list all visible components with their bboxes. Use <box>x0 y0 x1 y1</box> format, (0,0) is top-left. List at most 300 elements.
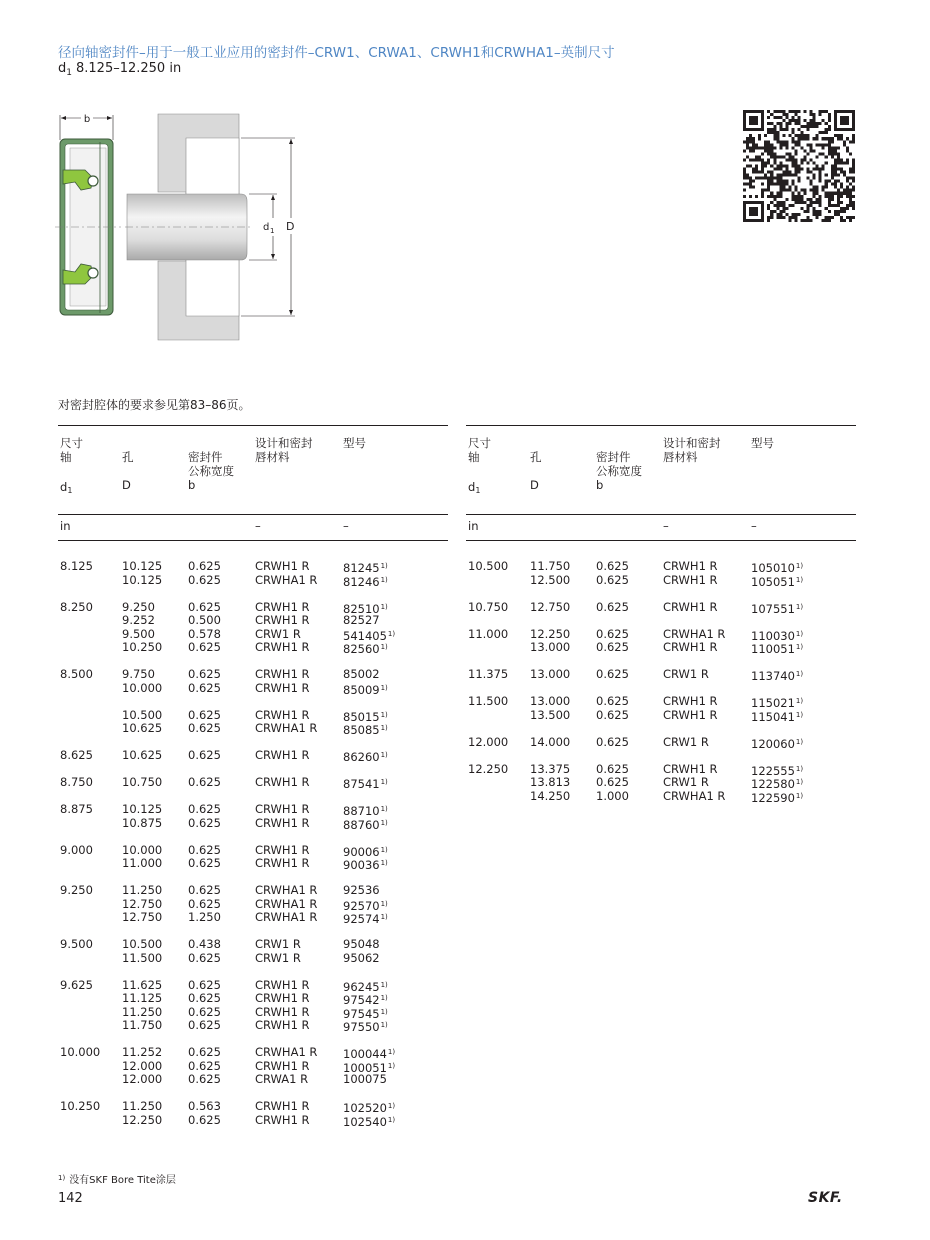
cell-d: 11.250 <box>122 1004 163 1019</box>
header-design-2: 唇材料 <box>663 450 698 464</box>
table-row <box>466 695 856 709</box>
table-group <box>58 1100 448 1127</box>
cell-shaft-diameter: 12.250 <box>468 761 509 776</box>
cell-d: 9.250 <box>122 599 155 614</box>
table-group <box>58 709 448 736</box>
cell-b: 0.625 <box>188 1112 221 1127</box>
cell-design: CRWH1 R <box>255 640 310 654</box>
table-group <box>58 668 448 695</box>
table-row <box>466 574 856 588</box>
cell-design: CRW1 R <box>255 950 301 965</box>
footnote-ref: 1) <box>380 994 388 1002</box>
cell-designation: 120060$^{1)}$ <box>751 736 804 751</box>
table-row <box>58 952 448 966</box>
cell-designation: 85002 <box>343 667 380 681</box>
cell-designation: 90006$^{1)}$ <box>343 844 388 859</box>
cell-designation: 122590$^{1)}$ <box>751 790 804 805</box>
cell-designation: 95062 <box>343 950 380 965</box>
cell-designation: 85009$^{1)}$ <box>343 682 388 697</box>
cell-designation: 82527 <box>343 613 380 627</box>
footnote-ref: 1) <box>380 805 388 813</box>
cell-design: CRWH1 R <box>255 1004 310 1019</box>
table-group <box>58 844 448 871</box>
cell-design: CRWH1 R <box>255 1058 310 1073</box>
cell-design: CRWH1 R <box>255 856 310 870</box>
cell-b: 0.625 <box>596 640 629 654</box>
cell-design: CRWH1 R <box>255 748 310 762</box>
label-d1-sub: 1 <box>270 227 275 235</box>
cell-design: CRWHA1 R <box>255 896 318 911</box>
cell-designation: 100044$^{1)}$ <box>343 1047 396 1061</box>
footnote-ref: 1) <box>795 764 804 773</box>
cell-b: 0.625 <box>188 896 221 911</box>
qr-code[interactable] <box>743 110 855 222</box>
footnote-ref: 1) <box>380 1007 388 1016</box>
cell-designation: 110051$^{1)}$ <box>751 642 804 656</box>
cell-design: CRWH1 R <box>255 1018 310 1032</box>
unit-dash-designation: – <box>343 519 349 533</box>
cell-b: 1.000 <box>596 788 629 803</box>
header-design-1: 设计和密封 <box>663 436 721 450</box>
subtitle-range: 8.125–12.250 in <box>76 61 182 76</box>
cell-d: 11.625 <box>122 977 163 992</box>
table-row <box>58 574 448 588</box>
cell-b: 0.625 <box>596 694 629 708</box>
cell-designation: 100051$^{1)}$ <box>343 1060 396 1075</box>
footnote-ref: 1) <box>795 643 804 651</box>
footnote-ref: 1) <box>795 778 804 786</box>
cell-designation: 122555$^{1)}$ <box>751 763 804 778</box>
cell-d: 12.000 <box>122 1058 163 1073</box>
table-body-right <box>466 560 856 817</box>
unit-dash-design: – <box>663 519 669 533</box>
header-b: b <box>596 478 604 492</box>
footnote-ref: 1) <box>795 670 804 678</box>
cell-designation: 86260$^{1)}$ <box>343 750 388 764</box>
footnote-ref: 1) <box>387 1115 396 1124</box>
cell-design: CRWH1 R <box>255 991 310 1005</box>
cell-design: CRWH1 R <box>663 559 718 573</box>
cell-designation: 105010$^{1)}$ <box>751 561 804 575</box>
table-group <box>466 763 856 804</box>
cell-b: 0.625 <box>188 599 221 614</box>
cell-d: 10.125 <box>122 802 163 816</box>
table-group <box>58 560 448 587</box>
cell-b: 0.625 <box>188 775 221 789</box>
cell-b: 0.625 <box>188 1045 221 1059</box>
cell-b: 0.578 <box>188 626 221 641</box>
unit-in: in <box>60 519 71 533</box>
cell-design: CRW1 R <box>663 734 709 749</box>
cell-design: CRWH1 R <box>663 707 718 722</box>
cell-b: 0.625 <box>596 572 629 587</box>
table-group <box>466 668 856 682</box>
cell-b: 0.625 <box>188 950 221 965</box>
cell-d: 10.000 <box>122 680 163 695</box>
cell-designation: 96245$^{1)}$ <box>343 979 388 994</box>
cell-b: 0.625 <box>188 559 221 573</box>
cell-designation: 90036$^{1)}$ <box>343 858 388 872</box>
table-row <box>58 1046 448 1060</box>
table-row <box>58 844 448 858</box>
cell-shaft-diameter: 11.000 <box>468 626 509 641</box>
cell-design: CRWHA1 R <box>255 883 318 897</box>
cell-design: CRWH1 R <box>255 842 310 857</box>
cell-shaft-diameter: 11.500 <box>468 694 509 708</box>
cell-design: CRWHA1 R <box>663 788 726 803</box>
table-row <box>466 776 856 790</box>
header-b: b <box>188 478 196 492</box>
cell-design: CRWH1 R <box>255 599 310 614</box>
table-group <box>58 803 448 830</box>
cell-d: 10.625 <box>122 721 163 735</box>
cell-d: 11.750 <box>530 559 571 573</box>
table-group <box>58 884 448 925</box>
header-width-1: 密封件 <box>188 450 223 464</box>
seal-drawing <box>55 108 305 344</box>
cell-designation: 88760$^{1)}$ <box>343 817 388 832</box>
footnote-ref: 1) <box>380 643 388 651</box>
cell-design: CRWH1 R <box>255 977 310 992</box>
table-row <box>58 1073 448 1087</box>
header-d1: $d_1$ <box>60 480 73 495</box>
table-row <box>58 601 448 615</box>
cell-shaft-diameter: 8.250 <box>60 599 93 614</box>
cell-b: 0.625 <box>188 667 221 681</box>
cell-design: CRWA1 R <box>255 1072 309 1086</box>
table-group <box>58 776 448 790</box>
cell-b: 0.625 <box>188 802 221 816</box>
unit-in: in <box>468 519 479 533</box>
cell-b: 0.625 <box>596 559 629 573</box>
cell-d: 10.500 <box>122 707 163 722</box>
table-row <box>58 992 448 1006</box>
cell-designation: 107551$^{1)}$ <box>751 601 804 616</box>
label-b: b <box>83 114 91 125</box>
cell-design: CRW1 R <box>663 775 709 789</box>
page-subtitle <box>58 61 181 78</box>
table-row <box>58 709 448 723</box>
cell-designation: 541405$^{1)}$ <box>343 628 396 643</box>
header-size: 尺寸 <box>60 436 83 450</box>
table-row <box>466 560 856 574</box>
footnote-ref: 1) <box>795 629 804 638</box>
cell-design: CRWH1 R <box>663 640 718 654</box>
cell-b: 0.625 <box>188 815 221 830</box>
table-row <box>58 911 448 925</box>
cell-d: 10.750 <box>122 775 163 789</box>
cell-d: 10.125 <box>122 572 163 587</box>
table-row <box>58 1060 448 1074</box>
footnote-ref: 1) <box>380 980 388 989</box>
cell-b: 0.625 <box>188 1058 221 1073</box>
table-row <box>58 857 448 871</box>
cell-designation: 95048 <box>343 937 380 951</box>
cell-design: CRWH1 R <box>255 1112 310 1127</box>
table-group <box>466 601 856 615</box>
header-d1: $d_1$ <box>468 480 481 495</box>
cell-d: 13.000 <box>530 667 571 681</box>
table-row <box>58 668 448 682</box>
cell-b: 0.625 <box>188 842 221 857</box>
cell-shaft-diameter: 12.000 <box>468 734 509 749</box>
cell-design: CRWH1 R <box>255 775 310 789</box>
cell-d: 13.375 <box>530 761 571 776</box>
cell-d: 11.125 <box>122 991 163 1005</box>
footnote-ref: 1) <box>380 859 388 867</box>
footnote-ref: 1) <box>380 899 388 908</box>
table-row <box>466 763 856 777</box>
cell-design: CRWH1 R <box>663 599 718 614</box>
cell-d: 12.250 <box>122 1112 163 1127</box>
header-D: D <box>122 478 131 492</box>
cell-b: 0.625 <box>188 721 221 735</box>
cell-shaft-diameter: 10.500 <box>468 559 509 573</box>
cell-d: 10.500 <box>122 937 163 951</box>
cell-b: 0.625 <box>188 856 221 870</box>
cell-b: 0.625 <box>188 1004 221 1019</box>
cell-designation: 122580$^{1)}$ <box>751 777 804 791</box>
cell-b: 0.625 <box>596 775 629 789</box>
cell-b: 0.625 <box>596 667 629 681</box>
cell-design: CRWHA1 R <box>255 572 318 587</box>
table-group <box>58 979 448 1033</box>
footnote-ref: 1) <box>795 575 804 584</box>
cell-design: CRWHA1 R <box>663 626 726 641</box>
cell-shaft-diameter: 10.750 <box>468 599 509 614</box>
header-width-2: 公称宽度 <box>188 464 234 478</box>
cell-b: 0.625 <box>188 977 221 992</box>
cell-b: 0.625 <box>188 707 221 722</box>
cell-d: 13.000 <box>530 640 571 654</box>
cell-designation: 88710$^{1)}$ <box>343 804 388 818</box>
cell-d: 11.250 <box>122 1099 163 1113</box>
subtitle-sub: 1 <box>66 68 72 78</box>
cell-b: 0.625 <box>188 1072 221 1086</box>
footnote-ref: 1) <box>380 778 388 786</box>
cell-design: CRWHA1 R <box>255 721 318 735</box>
cell-d: 13.500 <box>530 707 571 722</box>
header-shaft: 轴 <box>468 450 480 464</box>
table-row <box>58 979 448 993</box>
cell-d: 12.250 <box>530 626 571 641</box>
header-bore: 孔 <box>530 450 542 464</box>
table-row <box>58 776 448 790</box>
cell-d: 9.252 <box>122 613 155 627</box>
page-number: 142 <box>58 1191 83 1206</box>
cell-shaft-diameter: 11.375 <box>468 667 509 681</box>
header-width-1: 密封件 <box>596 450 631 464</box>
footnote-ref: 1) <box>795 710 804 719</box>
cell-design: CRWHA1 R <box>255 910 318 924</box>
footnote-ref: 1) <box>387 1061 396 1070</box>
cell-b: 0.625 <box>596 734 629 749</box>
table-row <box>58 749 448 763</box>
cell-design: CRWH1 R <box>663 694 718 708</box>
footnote-text: 没有SKF Bore Tite涂层 <box>69 1175 176 1186</box>
cell-design: CRW1 R <box>663 667 709 681</box>
cell-designation: 92536 <box>343 883 380 897</box>
footnote-ref: 1) <box>387 629 396 638</box>
cell-design: CRWH1 R <box>255 802 310 816</box>
cell-design: CRW1 R <box>255 937 301 951</box>
table-group <box>58 1046 448 1087</box>
footnote-ref: 1) <box>380 710 388 719</box>
header-shaft: 轴 <box>60 450 72 464</box>
cell-d: 10.625 <box>122 748 163 762</box>
table-row <box>466 790 856 804</box>
table-row <box>58 1019 448 1033</box>
cell-designation: 92570$^{1)}$ <box>343 898 388 913</box>
table-row <box>58 803 448 817</box>
table-row <box>58 682 448 696</box>
unit-dash-design: – <box>255 519 261 533</box>
cell-designation: 102540$^{1)}$ <box>343 1114 396 1129</box>
cell-d: 14.250 <box>530 788 571 803</box>
cell-designation: 110030$^{1)}$ <box>751 628 804 643</box>
cell-d: 11.000 <box>122 856 163 870</box>
cell-designation: 97545$^{1)}$ <box>343 1006 388 1021</box>
header-D: D <box>530 478 539 492</box>
cell-designation: 87541$^{1)}$ <box>343 777 388 791</box>
cell-b: 0.625 <box>596 761 629 776</box>
cell-designation: 81245$^{1)}$ <box>343 561 388 575</box>
table-row <box>466 668 856 682</box>
table-group <box>466 560 856 587</box>
cell-designation: 115041$^{1)}$ <box>751 709 804 724</box>
cell-b: 0.625 <box>188 1018 221 1032</box>
footnote-ref: 1) <box>795 562 804 570</box>
footnote-mark: 1) <box>58 1174 66 1182</box>
cell-design: CRW1 R <box>255 626 301 641</box>
footnote-ref: 1) <box>380 724 388 732</box>
table-row <box>466 709 856 723</box>
footnote-ref: 1) <box>387 1102 396 1110</box>
cell-d: 12.000 <box>122 1072 163 1086</box>
cell-shaft-diameter: 8.750 <box>60 775 93 789</box>
table-row <box>58 817 448 831</box>
cell-shaft-diameter: 8.875 <box>60 802 93 816</box>
cell-d: 12.750 <box>530 599 571 614</box>
table-group <box>58 601 448 655</box>
cell-d: 10.875 <box>122 815 163 830</box>
cell-designation: 97542$^{1)}$ <box>343 993 388 1007</box>
cell-shaft-diameter: 10.000 <box>60 1045 101 1059</box>
cell-b: 0.625 <box>188 991 221 1005</box>
header-size: 尺寸 <box>468 436 491 450</box>
cell-d: 13.000 <box>530 694 571 708</box>
cell-d: 10.125 <box>122 559 163 573</box>
footnote-ref: 1) <box>380 1021 388 1029</box>
skf-logo: SKF. <box>808 1190 843 1206</box>
table-row <box>466 601 856 615</box>
cell-d: 12.750 <box>122 896 163 911</box>
cell-d: 13.813 <box>530 775 571 789</box>
footnote-ref: 1) <box>795 737 804 746</box>
label-D: D <box>286 220 295 233</box>
footnote-ref: 1) <box>380 575 388 584</box>
table-row <box>58 560 448 574</box>
cell-designation: 113740$^{1)}$ <box>751 669 804 683</box>
header-design-2: 唇材料 <box>255 450 290 464</box>
header-design-1: 设计和密封 <box>255 436 313 450</box>
table-row <box>466 641 856 655</box>
cell-b: 1.250 <box>188 910 221 924</box>
cell-design: CRWH1 R <box>255 559 310 573</box>
cell-d: 9.750 <box>122 667 155 681</box>
cell-shaft-diameter: 8.125 <box>60 559 93 573</box>
cell-d: 11.750 <box>122 1018 163 1032</box>
cell-design: CRWH1 R <box>255 815 310 830</box>
cell-shaft-diameter: 9.000 <box>60 842 93 857</box>
cell-d: 10.000 <box>122 842 163 857</box>
cell-shaft-diameter: 9.625 <box>60 977 93 992</box>
table-row <box>58 898 448 912</box>
table-group <box>466 628 856 655</box>
header-designation: 型号 <box>751 436 774 450</box>
cell-designation: 85015$^{1)}$ <box>343 709 388 724</box>
footnote-ref: 1) <box>380 913 388 921</box>
table-group <box>58 938 448 965</box>
cell-b: 0.625 <box>596 707 629 722</box>
cell-designation: 82560$^{1)}$ <box>343 642 388 656</box>
table-row <box>58 1006 448 1020</box>
cell-b: 0.563 <box>188 1099 221 1113</box>
cell-d: 12.500 <box>530 572 571 587</box>
table-row <box>58 938 448 952</box>
footnote-ref: 1) <box>380 845 388 854</box>
cell-d: 11.500 <box>122 950 163 965</box>
cell-design: CRWH1 R <box>255 1099 310 1113</box>
cell-designation: 92574$^{1)}$ <box>343 912 388 926</box>
subtitle-d: d <box>58 61 67 76</box>
footnote-ref: 1) <box>380 818 388 827</box>
cell-designation: 100075 <box>343 1072 387 1086</box>
table-body-left <box>58 560 448 1141</box>
cell-design: CRWH1 R <box>255 667 310 681</box>
cell-d: 11.250 <box>122 883 163 897</box>
cell-shaft-diameter: 8.500 <box>60 667 93 681</box>
header-bore: 孔 <box>122 450 134 464</box>
footnote-ref: 1) <box>795 697 804 705</box>
table-row <box>58 884 448 898</box>
footnote-ref: 1) <box>380 562 388 570</box>
cell-d: 14.000 <box>530 734 571 749</box>
cell-d: 9.500 <box>122 626 155 641</box>
cell-d: 12.750 <box>122 910 163 924</box>
cell-design: CRWH1 R <box>255 680 310 695</box>
footnote <box>58 1171 176 1186</box>
cell-design: CRWH1 R <box>255 613 310 627</box>
cell-design: CRWH1 R <box>255 707 310 722</box>
cell-designation: 82510$^{1)}$ <box>343 601 388 616</box>
cell-shaft-diameter: 10.250 <box>60 1099 101 1113</box>
cell-b: 0.438 <box>188 937 221 951</box>
cell-b: 0.625 <box>188 883 221 897</box>
table-row <box>58 1114 448 1128</box>
cell-d: 11.252 <box>122 1045 163 1059</box>
footnote-ref: 1) <box>380 751 388 759</box>
cell-design: CRWH1 R <box>663 572 718 587</box>
cell-design: CRWHA1 R <box>255 1045 318 1059</box>
footnote-ref: 1) <box>795 602 804 611</box>
page-title: 径向轴密封件–用于一般工业应用的密封件–CRW1、CRWA1、CRWH1和CRWHA1–英制尺寸 <box>58 45 615 61</box>
cell-designation: 97550$^{1)}$ <box>343 1020 388 1034</box>
housing-note: 对密封腔体的要求参见第83–86页。 <box>58 398 251 412</box>
table-row <box>466 736 856 750</box>
footnote-ref: 1) <box>380 602 388 611</box>
table-row <box>58 628 448 642</box>
